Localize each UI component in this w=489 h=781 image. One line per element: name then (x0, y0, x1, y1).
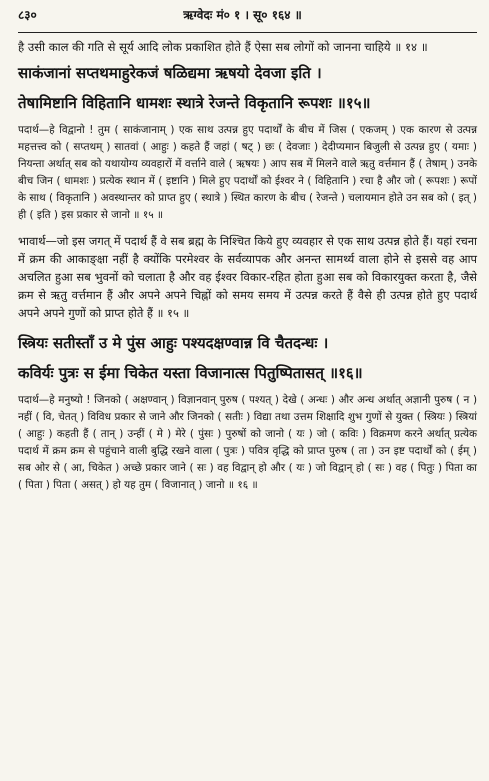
intro-paragraph: है उसी काल की गति से सूर्य आदि लोक प्रकाशित होते हैं ऐसा सब लोगों को जानना चाहिये ॥ १४ ॥ (18, 40, 428, 54)
padartha-15: पदार्थ—हे विद्वानो ! तुम ( साकंजानाम् ) एक साथ उत्पन्न हुए पदार्थों के बीच में जिस ( एकजम् ) एक कारण से उत्पन्न महत्तत्त्व को ( सप्तथम् ) सातवां ( आहुः ) कहते हैं जहां ( षट् ) छः ( देवजाः ) देदीप्यमान बिजुली से उत्पन्न हुए ( यमाः ) नियन्ता अर्थात् सब को यथायोग्य व्यवहारों में वर्त्ताने वाले ( ऋषयः ) आप सब में मिलने वाले ऋतु वर्त्तमान हैं ( तेषाम् ) उनके बीच जिन ( धामशः ) प्रत्येक स्थान में ( इष्टानि ) मिले हुए पदार्थों को ईश्वर ने ( विहितानि ) रचा है और जो ( रूपशः ) रूपों के साथ ( विकृतानि ) अवस्थान्तर को प्राप्त हुए ( स्थात्रे ) स्थित कारण के बीच ( रेजन्ते ) चलायमान होते उन सब को ( इत् ) ही ( इति ) इस प्रकार से जानो ॥ १५ ॥ (18, 124, 477, 221)
mantra-15-line-2: तेषामिष्टानि विहितानि धामशः स्थात्रे रेजन्ते विकृतानि रूपशः ॥१५॥ (18, 94, 371, 112)
running-header (18, 6, 477, 32)
mantra-15-line-1: साकंजानां सप्तथमाहुरेकजं षळिद्यमा ऋषयो देवजा इति । (18, 64, 322, 82)
page-number: ८३० (18, 8, 37, 22)
mantra-16-line-2: कविर्यः पुत्रः स ईमा चिकेत यस्ता विजानात्स पितुष्पितासत् ॥१६॥ (18, 364, 363, 382)
chapter-reference: ऋग्वेदः मं० १ । सू० १६४ ॥ (183, 8, 302, 22)
bhavartha-15: भावार्थ—जो इस जगत् में पदार्थ हैं वे सब ब्रह्म के निश्चित किये हुए व्यवहार से एक साथ उत्पन्न होते हैं। यहां रचना में क्रम की आकाङ्क्षा नहीं है क्योंकि परमेश्वर के सर्वव्यापक और अनन्त सामर्थ्य वाला होने से इससे वह आप अचलित हुआ सब भुवनों को चलाता है और वह ईश्वर विकार-रहित होता हुआ सब को विकारयुक्त करता है, जैसे क्रम से ऋतु वर्त्तमान हैं और अपने अपने चिह्नों को समय समय में उत्पन्न करते हैं वैसे ही उत्पन्न होते हुए पदार्थ अपने अपने गुणों को प्राप्त होते हैं ॥ १५ ॥ (18, 234, 477, 320)
padartha-16: पदार्थ—हे मनुष्यो ! जिनको ( अक्षण्वान् ) विज्ञानवान् पुरुष ( पश्यत् ) देखे ( अन्धः ) और अन्ध अर्थात् अज्ञानी पुरुष ( न ) नहीं ( वि, चेतत् ) विविध प्रकार से जाने और जिनको ( सतीः ) विद्या तथा उत्तम शिक्षादि शुभ गुणों से युक्त ( स्त्रियः ) स्त्रियां ( आहुः ) कहती हैं ( तान् ) उन्हीं ( मे ) मेरे ( पुंसः ) पुरुषों को जानो ( यः ) जो ( कविः ) विक्रमण करने अर्थात् प्रत्येक पदार्थ में क्रम क्रम से पहुंचाने वाली बुद्धि रखने वाला ( पुत्रः ) पवित्र वृद्धि को प्राप्त पुरुष ( ता ) उन इष्ट पदार्थों को ( ईम् ) सब ओर से ( आ, चिकेत ) अच्छे प्रकार जाने ( सः ) वह विद्वान् हो और ( यः ) जो विद्वान् हो ( सः ) वह ( पितुः ) पिता का ( पिता ) पिता ( असत् ) हो यह तुम ( विजानात् ) जानो ॥ १६ ॥ (18, 394, 477, 491)
mantra-16-line-1: स्त्रियः सतीस्ताँ उ मे पुंस आहुः पश्यदक्षण्वान्न वि चैतदन्धः । (18, 334, 329, 352)
header-rule (18, 32, 477, 33)
